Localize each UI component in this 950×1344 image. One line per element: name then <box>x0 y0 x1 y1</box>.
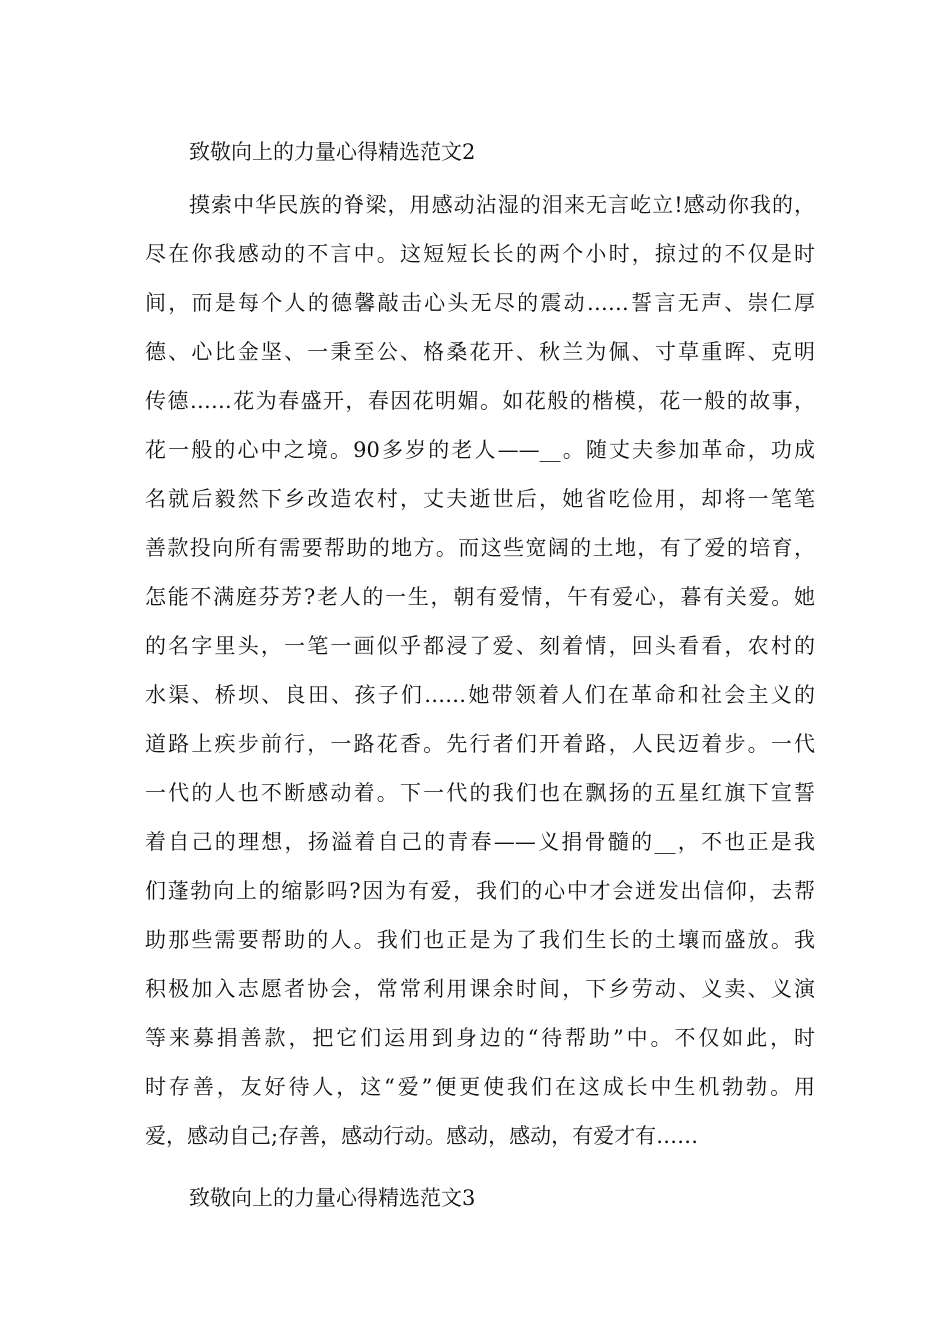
section-heading-3: 致敬向上的力量心得精选范文3 <box>189 1186 476 1210</box>
paragraph-line: 一代的人也不断感动着。下一代的我们也在飘扬的五星红旗下宣誓 <box>145 781 815 805</box>
paragraph-line: 着自己的理想，扬溢着自己的青春——义捐骨髓的__，不也正是我 <box>145 830 815 854</box>
paragraph-line: 尽在你我感动的不言中。这短短长长的两个小时，掠过的不仅是时 <box>145 242 815 266</box>
paragraph-line: 名就后毅然下乡改造农村，丈夫逝世后，她省吃俭用，却将一笔笔 <box>145 487 815 511</box>
paragraph-line: 间，而是每个人的德馨敲击心头无尽的震动……誓言无声、崇仁厚 <box>145 291 815 315</box>
paragraph-line: 爱，感动自己;存善，感动行动。感动，感动，有爱才有…… <box>145 1124 699 1148</box>
paragraph-line: 的名字里头，一笔一画似乎都浸了爱、刻着情，回头看看，农村的 <box>145 634 815 658</box>
paragraph-line: 助那些需要帮助的人。我们也正是为了我们生长的土壤而盛放。我 <box>145 928 815 952</box>
paragraph-line: 怎能不满庭芬芳?老人的一生，朝有爱情，午有爱心，暮有关爱。她 <box>145 585 815 609</box>
essay-paragraph <box>145 181 815 1161</box>
paragraph-line: 们蓬勃向上的缩影吗?因为有爱，我们的心中才会迸发出信仰，去帮 <box>145 879 815 903</box>
paragraph-line: 德、心比金坚、一秉至公、格桑花开、秋兰为佩、寸草重晖、克明 <box>145 340 815 364</box>
paragraph-line: 等来募捐善款，把它们运用到身边的“待帮助”中。不仅如此，时 <box>145 1026 815 1050</box>
paragraph-line: 道路上疾步前行，一路花香。先行者们开着路，人民迈着步。一代 <box>145 732 815 756</box>
paragraph-line: 时存善，友好待人，这“爱”便更使我们在这成长中生机勃勃。用 <box>145 1075 815 1099</box>
paragraph-line: 传德……花为春盛开，春因花明媚。如花般的楷模，花一般的故事， <box>145 389 815 413</box>
paragraph-line: 花一般的心中之境。90多岁的老人——__。随丈夫参加革命，功成 <box>145 438 815 462</box>
paragraph-line: 善款投向所有需要帮助的地方。而这些宽阔的土地，有了爱的培育， <box>145 536 815 560</box>
section-heading-2: 致敬向上的力量心得精选范文2 <box>189 140 476 164</box>
paragraph-line: 摸索中华民族的脊梁，用感动沾湿的泪来无言屹立!感动你我的， <box>189 193 815 217</box>
paragraph-line: 水渠、桥坝、良田、孩子们……她带领着人们在革命和社会主义的 <box>145 683 815 707</box>
paragraph-line: 积极加入志愿者协会，常常利用课余时间，下乡劳动、义卖、义演 <box>145 977 815 1001</box>
